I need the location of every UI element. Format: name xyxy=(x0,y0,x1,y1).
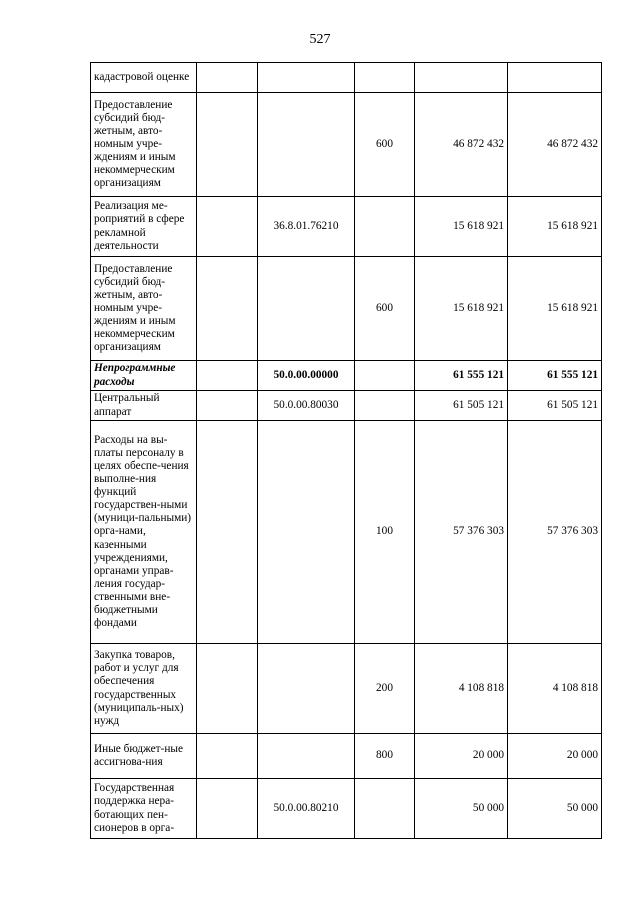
row-code: 50.0.00.00000 xyxy=(258,361,355,391)
row-vr: 100 xyxy=(355,421,415,644)
row-amount-1: 50 000 xyxy=(415,779,508,839)
row-amount-2: 46 872 432 xyxy=(508,93,602,197)
row-blank-cell xyxy=(197,63,258,93)
row-code xyxy=(258,93,355,197)
table-row xyxy=(91,93,602,197)
row-blank-cell xyxy=(197,197,258,257)
row-name: Закупка товаров, работ и услуг для обеспечения государственных (муниципаль-ных) нужд xyxy=(91,644,197,734)
table-row xyxy=(91,63,602,93)
row-code: 50.0.00.80030 xyxy=(258,391,355,421)
row-vr xyxy=(355,63,415,93)
row-blank-cell xyxy=(197,421,258,644)
row-code xyxy=(258,421,355,644)
budget-table xyxy=(90,62,602,839)
table-row xyxy=(91,644,602,734)
row-amount-1: 20 000 xyxy=(415,734,508,779)
row-vr: 800 xyxy=(355,734,415,779)
row-name: Предоставление субсидий бюд-жетным, авто-номным учре-ждениям и иным некоммерческим организациям xyxy=(91,257,197,361)
row-name: Предоставление субсидий бюд-жетным, авто-номным учре-ждениям и иным некоммерческим организациям xyxy=(91,93,197,197)
row-name: Непрограммные расходы xyxy=(91,361,197,391)
row-amount-1 xyxy=(415,63,508,93)
row-amount-2: 15 618 921 xyxy=(508,257,602,361)
row-vr xyxy=(355,779,415,839)
row-name: Расходы на вы-платы персоналу в целях обеспе-чения выполне-ния функций государствен-ными (муници-пальными) орга-нами, казенными учреждениями, органами управ-ления государ-ственными вне-бюджетными фондами xyxy=(91,421,197,644)
page-number: 527 xyxy=(309,32,331,47)
row-vr xyxy=(355,391,415,421)
row-blank-cell xyxy=(197,257,258,361)
table-row xyxy=(91,779,602,839)
row-amount-2: 50 000 xyxy=(508,779,602,839)
row-amount-1: 46 872 432 xyxy=(415,93,508,197)
table-row xyxy=(91,257,602,361)
table-row xyxy=(91,361,602,391)
row-amount-2 xyxy=(508,63,602,93)
row-blank-cell xyxy=(197,779,258,839)
row-vr xyxy=(355,361,415,391)
row-code xyxy=(258,734,355,779)
row-vr: 200 xyxy=(355,644,415,734)
row-blank-cell xyxy=(197,734,258,779)
row-amount-2: 4 108 818 xyxy=(508,644,602,734)
table-row xyxy=(91,734,602,779)
row-code xyxy=(258,257,355,361)
row-amount-1: 15 618 921 xyxy=(415,197,508,257)
row-name: Государственная поддержка нера-ботающих пен-сионеров в орга- xyxy=(91,779,197,839)
row-blank-cell xyxy=(197,361,258,391)
row-amount-1: 15 618 921 xyxy=(415,257,508,361)
row-amount-1: 61 555 121 xyxy=(415,361,508,391)
row-name: Центральный аппарат xyxy=(91,391,197,421)
table-row xyxy=(91,391,602,421)
row-amount-2: 57 376 303 xyxy=(508,421,602,644)
row-blank-cell xyxy=(197,93,258,197)
row-amount-2: 15 618 921 xyxy=(508,197,602,257)
row-code xyxy=(258,644,355,734)
row-vr: 600 xyxy=(355,93,415,197)
row-vr xyxy=(355,197,415,257)
row-name: Иные бюджет-ные ассигнова-ния xyxy=(91,734,197,779)
row-amount-1: 57 376 303 xyxy=(415,421,508,644)
table-row xyxy=(91,197,602,257)
row-name: кадастровой оценке xyxy=(91,63,197,93)
row-blank-cell xyxy=(197,391,258,421)
row-code: 50.0.00.80210 xyxy=(258,779,355,839)
row-code: 36.8.01.76210 xyxy=(258,197,355,257)
row-amount-2: 61 505 121 xyxy=(508,391,602,421)
row-vr: 600 xyxy=(355,257,415,361)
row-amount-2: 20 000 xyxy=(508,734,602,779)
row-amount-2: 61 555 121 xyxy=(508,361,602,391)
table-row xyxy=(91,421,602,644)
row-amount-1: 4 108 818 xyxy=(415,644,508,734)
row-code xyxy=(258,63,355,93)
row-name: Реализация ме-роприятий в сфере рекламной деятельности xyxy=(91,197,197,257)
row-amount-1: 61 505 121 xyxy=(415,391,508,421)
row-blank-cell xyxy=(197,644,258,734)
